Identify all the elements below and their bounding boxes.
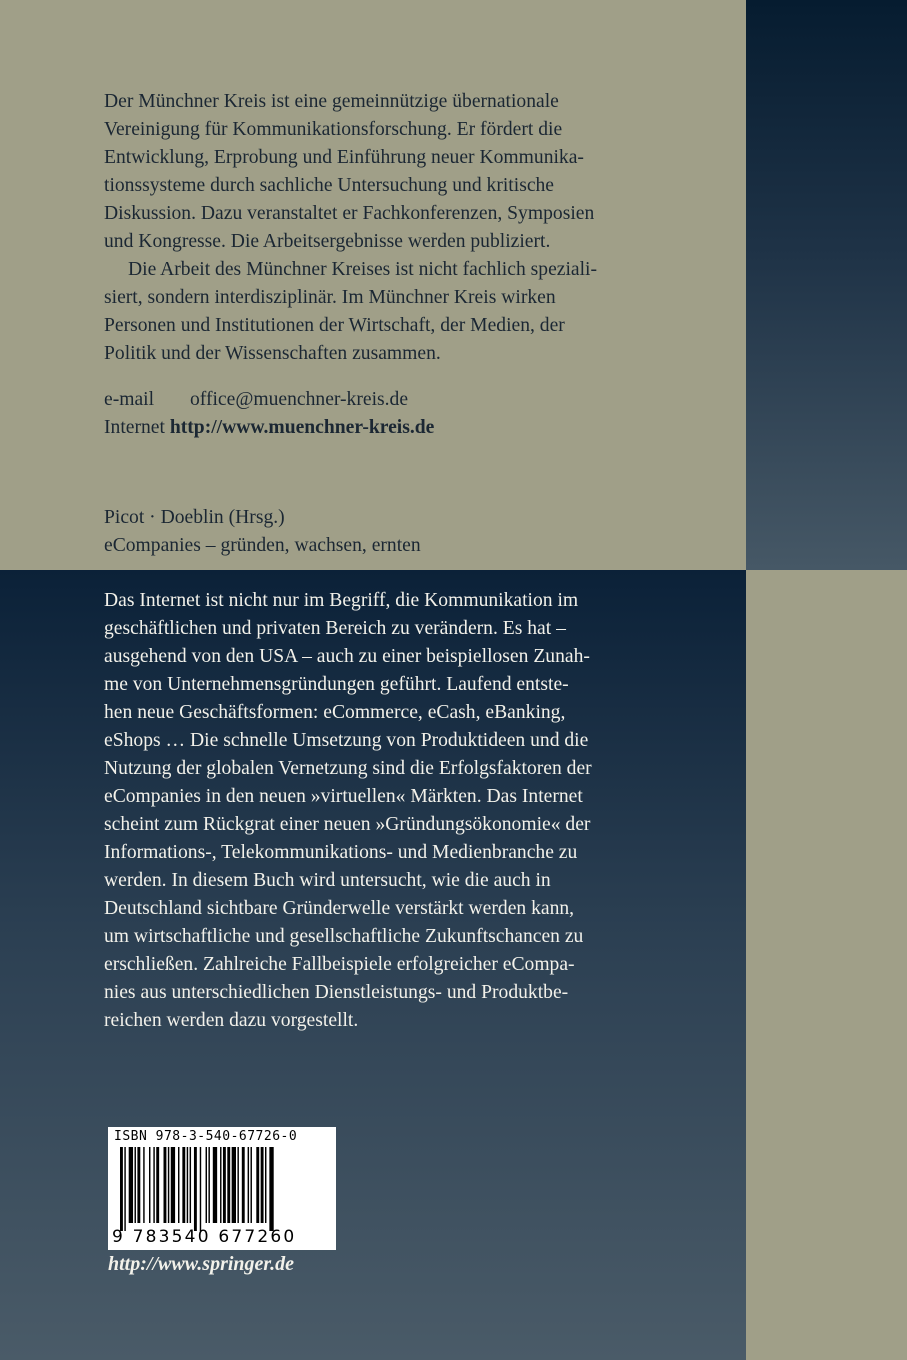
internet-link[interactable]: http://www.muenchner-kreis.de: [169, 417, 435, 438]
isbn-number: ISBN 978-3-540-67726-0: [114, 1129, 298, 1144]
barcode-bar: [187, 1147, 188, 1223]
barcode-bar: [156, 1147, 159, 1223]
barcode-bar: [248, 1147, 249, 1223]
barcode-bar: [149, 1147, 150, 1223]
barcode-bar: [256, 1147, 259, 1223]
barcode-bar: [153, 1147, 154, 1223]
barcode-bar: [171, 1147, 175, 1223]
intro-line: Entwicklung, Erprobung und Einführung neuer Kommunika-: [104, 147, 584, 168]
barcode-bar: [137, 1147, 140, 1223]
barcode-bar: [227, 1147, 230, 1223]
right-strip-light: [746, 570, 907, 1360]
isbn-barcode: [108, 1127, 336, 1250]
description-line: me von Unternehmensgründungen geführt. Laufend entste-: [104, 674, 569, 695]
intro-line: Politik und der Wissenschaften zusammen.: [104, 343, 441, 364]
barcode-bar: [200, 1147, 201, 1231]
intro-line: Diskussion. Dazu veranstaltet er Fachkonferenzen, Symposien: [104, 203, 595, 224]
intro-line: Die Arbeit des Münchner Kreises ist nicht fachlich speziali-: [128, 259, 598, 280]
email-link[interactable]: office@muenchner-kreis.de: [190, 389, 409, 410]
barcode-bar: [135, 1147, 136, 1223]
barcode-bar: [232, 1147, 236, 1223]
barcode-bar: [220, 1147, 221, 1223]
description-line: reichen werden dazu vorgestellt.: [104, 1010, 359, 1031]
barcode-bar: [265, 1147, 266, 1223]
barcode-bar: [206, 1147, 207, 1223]
barcode-bar: [124, 1147, 125, 1231]
barcode-bar: [178, 1147, 179, 1223]
description-line: erschließen. Zahlreiche Fallbeispiele erfolgreicher eCompa-: [104, 954, 575, 975]
description-line: Das Internet ist nicht nur im Begriff, die Kommunikation im: [104, 590, 579, 611]
book-info: [104, 504, 704, 560]
intro-line: Der Münchner Kreis ist eine gemeinnützige übernationale: [104, 91, 559, 112]
intro-line: tionssysteme durch sachliche Untersuchung und kritische: [104, 175, 555, 196]
description-line: ausgehend von den USA – auch zu einer beispiellosen Zunah-: [104, 646, 590, 667]
barcode-bar: [120, 1147, 123, 1231]
barcode-bar: [261, 1147, 264, 1223]
description-line: geschäftlichen und privaten Bereich zu verändern. Es hat –: [104, 618, 566, 639]
barcode-bar: [213, 1147, 217, 1223]
intro-line: Vereinigung für Kommunikationsforschung. Er fördert die: [104, 119, 563, 140]
description-line: nies aus unterschiedlichen Dienstleistungs- und Produktbe-: [104, 982, 569, 1003]
ean-digits: 9 783540 677260: [112, 1227, 297, 1247]
email-label: e-mail: [104, 389, 155, 410]
intro-line: und Kongresse. Die Arbeitsergebnisse werden publiziert.: [104, 231, 551, 252]
description-line: Deutschland sichtbare Gründerwelle verstärkt werden kann,: [104, 898, 575, 919]
barcode-bar: [129, 1147, 133, 1223]
barcode-bar: [242, 1147, 245, 1223]
description-line: werden. In diesem Buch wird untersucht, wie die auch in: [104, 870, 551, 891]
description-line: Informations-, Telekommunikations- und Medienbranche zu: [104, 842, 578, 863]
intro-line: Personen und Institutionen der Wirtschaft, der Medien, der: [104, 315, 565, 336]
contact-info: [104, 386, 704, 442]
barcode-bar: [208, 1147, 209, 1223]
description-line: Nutzung der globalen Vernetzung sind die Erfolgsfaktoren der: [104, 758, 592, 779]
barcode-bar: [237, 1147, 238, 1223]
barcode-bar: [182, 1147, 185, 1223]
barcode-bar: [269, 1147, 273, 1231]
email-row: [104, 386, 704, 414]
barcode-bars: [116, 1147, 328, 1231]
right-strip-dark: [746, 0, 907, 570]
description-line: um wirtschaftliche und gesellschaftliche Zukunftschancen zu: [104, 926, 584, 947]
barcode-bar: [194, 1147, 197, 1231]
description-line: scheint zum Rückgrat einer neuen »Gründungsökonomie« der: [104, 814, 591, 835]
intro-line: siert, sondern interdisziplinär. Im Münchner Kreis wirken: [104, 287, 556, 308]
description-line: hen neue Geschäftsformen: eCommerce, eCash, eBanking,: [104, 702, 566, 723]
barcode-bar: [190, 1147, 191, 1223]
barcode-bar: [143, 1147, 144, 1223]
internet-row: [104, 414, 704, 442]
barcode-bar: [168, 1147, 169, 1223]
internet-label: Internet: [104, 417, 165, 438]
intro-text: [104, 88, 704, 368]
description-line: eShops … Die schnelle Umsetzung von Produktideen und die: [104, 730, 589, 751]
description-text: [104, 587, 704, 1035]
barcode-bar: [164, 1147, 167, 1223]
book-authors: Picot · Doeblin (Hrsg.): [104, 507, 285, 528]
description-line: eCompanies in den neuen »virtuellen« Märkten. Das Internet: [104, 786, 583, 807]
publisher-url[interactable]: http://www.springer.de: [108, 1253, 294, 1275]
barcode-bar: [251, 1147, 252, 1223]
barcode-bar: [223, 1147, 226, 1223]
book-title: eCompanies – gründen, wachsen, ernten: [104, 535, 421, 556]
